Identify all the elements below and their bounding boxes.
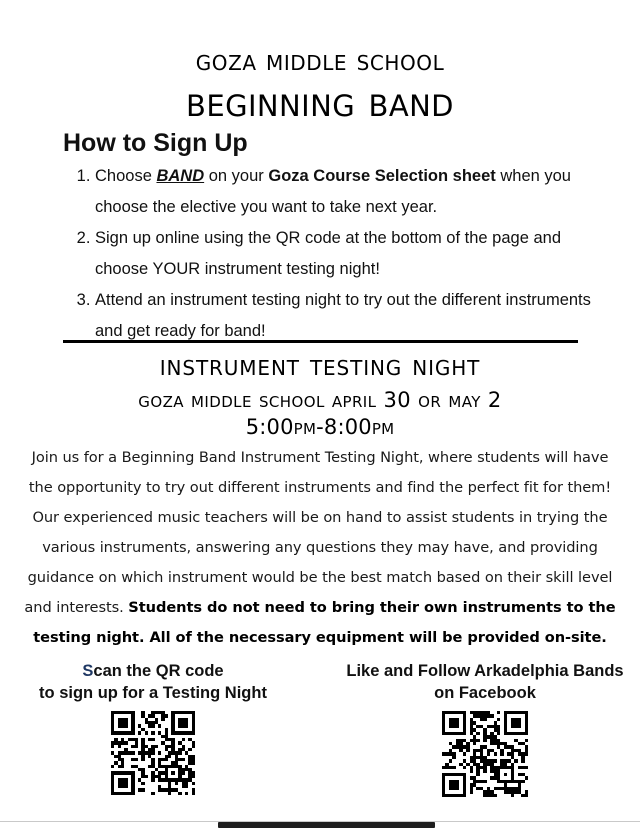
qr-signup-caption-rest: can the QR code [93,662,224,680]
qr-facebook-block [335,660,635,797]
event-description [20,443,620,653]
sign-up-step-1 [95,161,609,223]
step-1-middle: on your [204,167,269,185]
step-1-strong-sheet: Goza Course Selection sheet [268,167,496,185]
qr-signup-caption-line2: to sign up for a Testing Night [39,684,267,702]
sign-up-steps-list [63,161,609,347]
qr-signup-block [3,660,303,795]
event-description-text: Join us for a Beginning Band Instrument Testing Night, where students will have the opportunity to try out different instruments and find the perfect fit for them! Our experienced music teachers will be on hand to assist students in trying the various instruments, answering any questions they may have, and providing guidance on which instrument would be the best match based on their skill level and interests. [24,449,613,616]
horizontal-scrollbar-thumb[interactable] [218,822,435,828]
step-1-emphasis-band: BAND [156,167,205,185]
sign-up-step-2: 2. Sign up online using the QR code at the bottom of the page and choose YOUR instrument testing night! [95,223,609,285]
how-to-sign-up-heading: How to Sign Up [63,129,248,157]
sign-up-step-3: 3. Attend an instrument testing night to try out the different instruments and get ready for band! [95,285,609,347]
event-location-dates: goza middle school april 30 or may 2 [138,388,502,412]
qr-facebook-caption-line2: on Facebook [434,684,536,702]
qr-code-facebook[interactable] [442,711,528,797]
step-1-prefix: Choose [95,167,157,185]
qr-code-signup[interactable] [111,711,195,795]
section-divider-rule [63,340,578,343]
school-title: goza middle school [195,44,445,77]
event-description-emphasis: Students do not need to bring their own instruments to the testing night. All of the necessary equipment will be provided on-site. [33,599,616,646]
step-1-suffix: when you choose the elective you want to take next year. [95,167,571,216]
program-title: beginning band [186,78,454,126]
qr-facebook-caption-line1: Like and Follow Arkadelphia Bands [346,662,624,680]
event-time: 5:00pm-8:00pm [245,415,395,439]
qr-signup-caption-line1 [3,660,303,682]
qr-signup-caption-lead-letter: S [82,662,94,680]
event-heading: instrument testing night [159,348,481,382]
